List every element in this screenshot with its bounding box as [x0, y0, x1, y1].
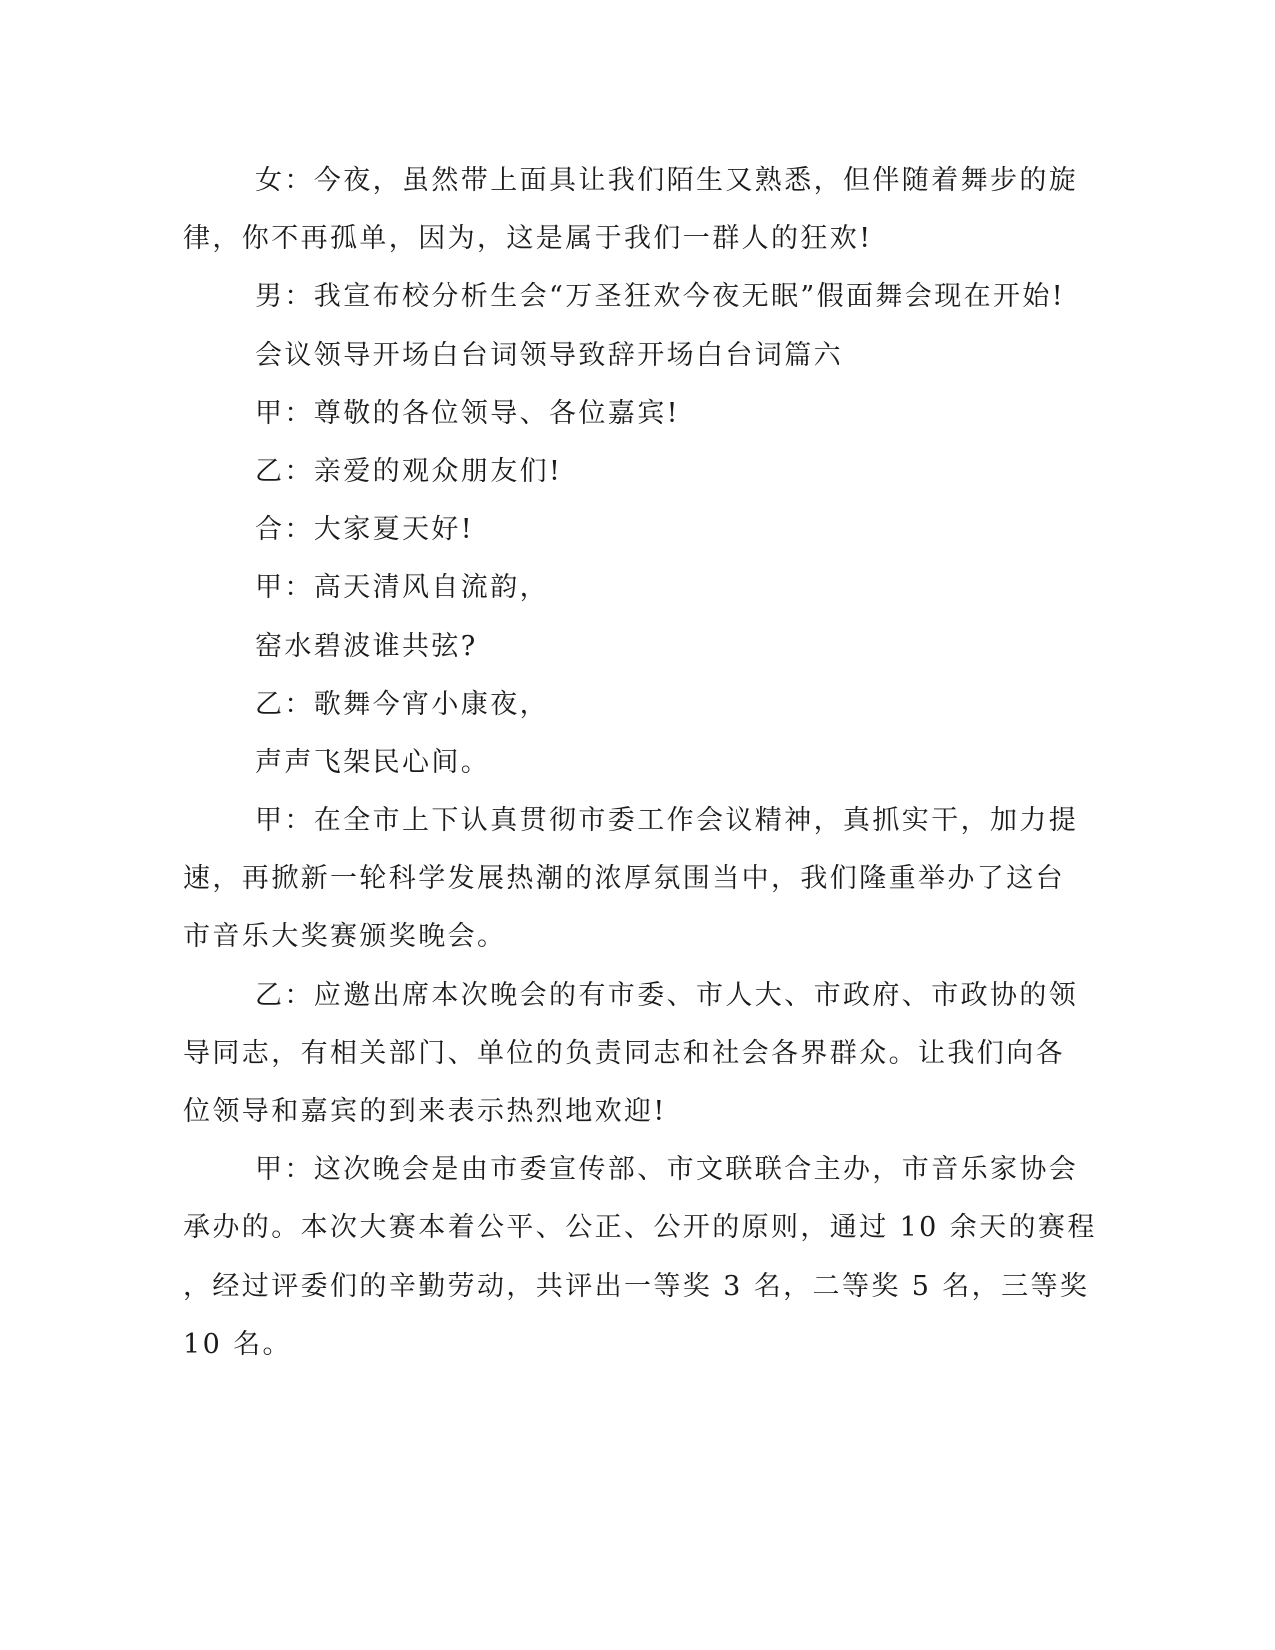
paragraph-line: 市音乐大奖赛颁奖晚会。: [183, 921, 507, 953]
paragraph-line: 甲：这次晚会是由市委宣传部、市文联联合主办，市音乐家协会: [255, 1154, 1079, 1186]
paragraph-line: 男：我宣布校分析生会“万圣狂欢今夜无眠”假面舞会现在开始!: [255, 281, 1066, 313]
paragraph-line: 律，你不再孤单，因为，这是属于我们一群人的狂欢!: [183, 223, 873, 255]
paragraph-line: 乙：歌舞今宵小康夜，: [255, 688, 549, 720]
paragraph-line: 女：今夜，虽然带上面具让我们陌生又熟悉，但伴随着舞步的旋: [255, 165, 1079, 196]
section-heading: 会议领导开场白台词领导致辞开场白台词篇六: [255, 339, 843, 371]
paragraph-line: ，经过评委们的辛勤劳动，共评出一等奖 3 名，二等奖 5 名，三等奖: [183, 1270, 1090, 1302]
paragraph-line: 窑水碧波谁共弦?: [255, 630, 478, 662]
paragraph-line: 甲：尊敬的各位领导、各位嘉宾!: [255, 397, 680, 429]
paragraph-line: 乙：亲爱的观众朋友们!: [255, 455, 563, 487]
paragraph-line: 导同志，有相关部门、单位的负责同志和社会各界群众。让我们向各: [183, 1037, 1065, 1069]
paragraph-line: 乙：应邀出席本次晚会的有市委、市人大、市政府、市政协的领: [255, 979, 1079, 1011]
paragraph-line: 10 名。: [183, 1328, 292, 1360]
document-body: [183, 152, 1097, 1374]
paragraph-line: 甲：高天清风自流韵，: [255, 572, 549, 604]
paragraph-line: 位领导和嘉宾的到来表示热烈地欢迎!: [183, 1096, 667, 1127]
paragraph-line: 速，再掀新一轮科学发展热潮的浓厚氛围当中，我们隆重举办了这台: [183, 863, 1065, 895]
paragraph-line: 承办的。本次大赛本着公平、公正、公开的原则，通过 10 余天的赛程: [183, 1212, 1097, 1244]
paragraph-line: 合：大家夏天好!: [255, 514, 475, 546]
paragraph-line: 甲：在全市上下认真贯彻市委工作会议精神，真抓实干，加力提: [255, 805, 1079, 837]
paragraph-line: 声声飞架民心间。: [255, 746, 491, 778]
